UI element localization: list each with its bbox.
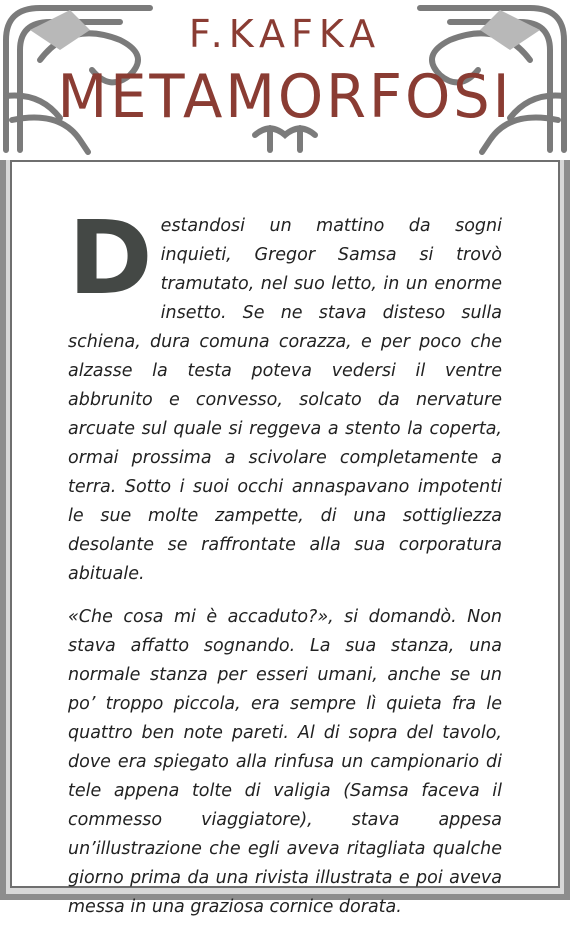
story-text [68,199,502,936]
header-ornament-area [0,0,570,160]
drop-cap: D [68,199,153,318]
paragraph-1-text: estandosi un mattino da sogni inquieti, Gregor Samsa si trovò tramutato, nel suo letto, in un enorme insetto. Se ne stava disteso sulla schiena, dura comuna corazza, e per poco che alzasse la testa poteva vedersi il ventre abbrunito e convesso, solcato da nervature arcuate sul quale si reggeva a stento la coperta, ormai prossima a scivolare completamente a terra. Sotto i suoi occhi annaspavano impotenti le sue molte zampette, di una sottigliezza desolante se raffrontate alla sua corporatura abituale. [68,216,502,584]
book-title: METAMORFOSI [57,62,513,132]
paragraph-2: «Che cosa mi è accaduto?», si domandò. Non stava affatto sognando. La sua stanza, una normale stanza per esseri umani, anche se un po’ troppo piccola, era sempre lì quieta fra le quattro ben note pareti. Al di sopra del tavolo, dove era spiegato alla rinfusa un campionario di tele appena tolte di valigia (Samsa faceva il commesso viaggiatore), stava appesa un’illustrazione che egli aveva ritagliata qualche giorno prima da una rivista illustrata e poi aveva messa in una graziosa cornice dorata. [68,607,502,917]
paragraph-1 [68,199,502,589]
author-name: F.KAFKA [188,12,382,56]
